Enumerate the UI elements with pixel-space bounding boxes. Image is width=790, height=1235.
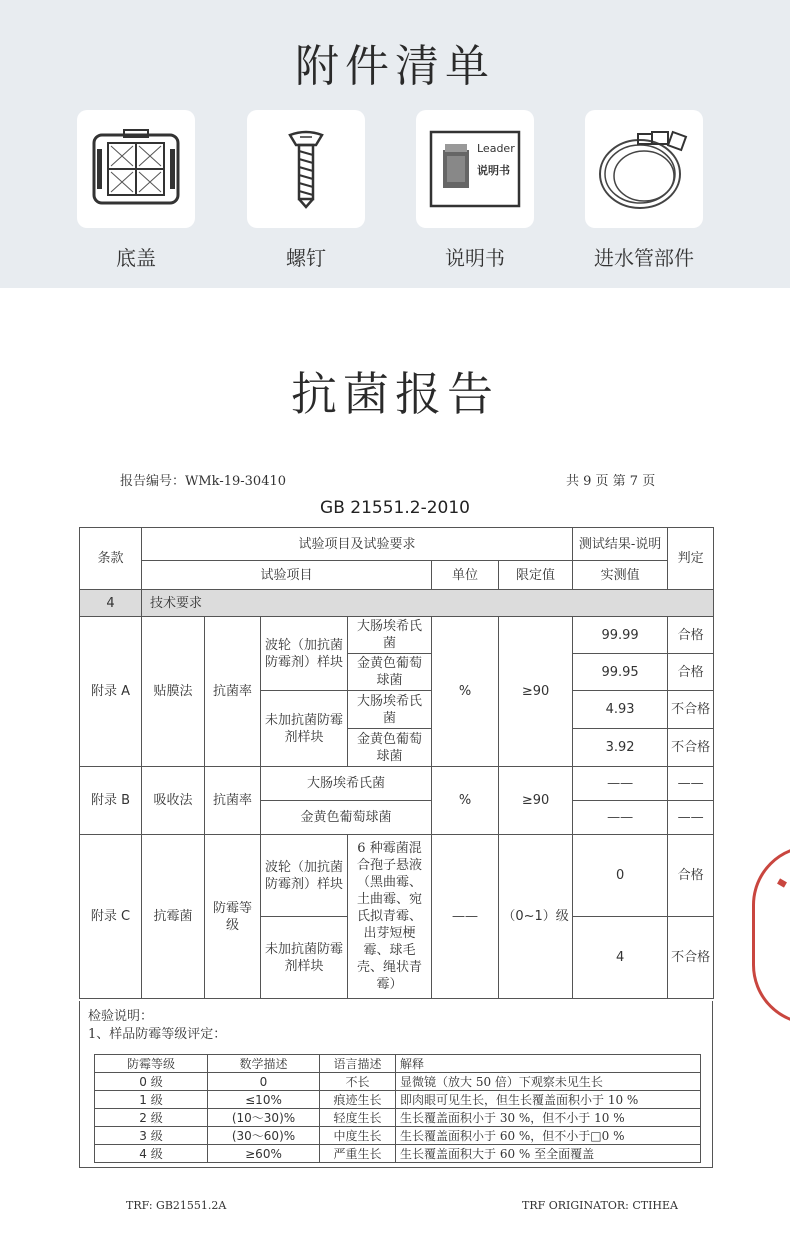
grade-explain: 即肉眼可见生长，但生长覆盖面积小于 10 %: [396, 1091, 701, 1109]
appendix-b-limit: ≥90: [499, 767, 573, 835]
unit-header: 单位: [432, 561, 499, 590]
appendix-c-organism: 6 种霉菌混合孢子悬液（黑曲霉、土曲霉、宛氏拟青霉、出芽短梗霉、球毛壳、绳状青霉）: [348, 835, 432, 999]
grade-level: 4 级: [95, 1145, 208, 1163]
verdict-cell: 合格: [668, 654, 714, 691]
accessory-item-base-cover: [77, 110, 195, 271]
appendix-a-treated: 波轮（加抗菌防霉剂）样块: [261, 617, 348, 691]
accessory-card: [585, 110, 703, 228]
standard-number: GB 21551.2-2010: [320, 498, 470, 518]
appendix-b-property: 抗菌率: [205, 767, 261, 835]
organism-cell: 大肠埃希氏菌: [348, 691, 432, 729]
grade-header: 解释: [396, 1055, 701, 1073]
grade-row: [95, 1073, 701, 1091]
appendix-a-property: 抗菌率: [205, 617, 261, 767]
inlet-hose-icon: [594, 124, 694, 214]
verdict-cell: 不合格: [668, 729, 714, 767]
footer-trf: TRF: GB21551.2A: [126, 1199, 227, 1212]
appendix-a-unit: %: [432, 617, 499, 767]
grade-level: 3 级: [95, 1127, 208, 1145]
measured-value: 4: [573, 917, 668, 999]
grade-header: 防霉等级: [95, 1055, 208, 1073]
measured-value: ——: [573, 801, 668, 835]
section-name: 技术要求: [142, 590, 714, 617]
table-row: [80, 835, 714, 917]
report-number: 报告编号：WMk-19-30410: [120, 474, 287, 489]
result-desc-header: 测试结果-说明: [573, 528, 668, 561]
organism-cell: 金黄色葡萄球菌: [261, 801, 432, 835]
accessory-item-screw: [247, 110, 365, 271]
test-results-table: [79, 527, 714, 999]
accessory-item-inlet-hose: [585, 110, 703, 271]
accessory-card: [416, 110, 534, 228]
report-title: 抗菌报告: [291, 367, 499, 421]
manual-icon: [429, 130, 521, 208]
organism-cell: 金黄色葡萄球菌: [348, 729, 432, 767]
grade-math: 0: [208, 1073, 320, 1091]
appendix-a-method: 贴膜法: [142, 617, 205, 767]
measured-value: 99.95: [573, 654, 668, 691]
appendix-b-method: 吸收法: [142, 767, 205, 835]
accessory-card: [247, 110, 365, 228]
appendix-a-label: 附录 A: [80, 617, 142, 767]
measured-value: ——: [573, 767, 668, 801]
accessory-label: 说明书: [445, 246, 505, 270]
grade-explain: 生长覆盖面积小于 30 %，但不小于 10 %: [396, 1109, 701, 1127]
manual-brand: Leader: [477, 142, 515, 155]
appendix-a-untreated: 未加抗菌防霉剂样块: [261, 691, 348, 767]
appendix-c-property: 防霉等级: [205, 835, 261, 999]
accessories-title: 附件清单: [295, 41, 495, 92]
grade-desc: 轻度生长: [320, 1109, 396, 1127]
notes-heading: 检验说明：: [88, 1009, 154, 1024]
official-stamp: [752, 845, 790, 1025]
organism-cell: 大肠埃希氏菌: [348, 617, 432, 654]
accessory-label: 进水管部件: [594, 246, 694, 270]
grade-level: 0 级: [95, 1073, 208, 1091]
accessory-label: 螺钉: [286, 246, 326, 270]
verdict-header: 判定: [668, 528, 714, 590]
manual-book-text: 说明书: [477, 164, 510, 177]
header-row: [80, 528, 714, 561]
appendix-c-limit: （0~1）级: [499, 835, 573, 999]
grade-level: 2 级: [95, 1109, 208, 1127]
base-cover-icon: [88, 129, 184, 209]
grade-desc: 严重生长: [320, 1145, 396, 1163]
grade-explain: 显微镜（放大 50 倍）下观察未见生长: [396, 1073, 701, 1091]
accessory-card: [77, 110, 195, 228]
page-info: 共 9 页 第 7 页: [566, 474, 656, 489]
appendix-c-treated: 波轮（加抗菌防霉剂）样块: [261, 835, 348, 917]
measured-value: 0: [573, 835, 668, 917]
grade-row: [95, 1091, 701, 1109]
grade-math: (30～60)%: [208, 1127, 320, 1145]
screw-icon: [286, 129, 326, 209]
mold-grade-table: [94, 1054, 701, 1163]
notes-item-1: 1、样品防霉等级评定：: [88, 1027, 227, 1042]
section-row: [80, 590, 714, 617]
grade-header: 数学描述: [208, 1055, 320, 1073]
grade-explain: 生长覆盖面积小于 60 %，但不小于□0 %: [396, 1127, 701, 1145]
verdict-cell: 不合格: [668, 691, 714, 729]
section-number: 4: [80, 590, 142, 617]
grade-header: 语言描述: [320, 1055, 396, 1073]
appendix-c-method: 抗霉菌: [142, 835, 205, 999]
items-req-header: 试验项目及试验要求: [142, 528, 573, 561]
verdict-cell: 合格: [668, 835, 714, 917]
grade-row: [95, 1145, 701, 1163]
table-row: [80, 617, 714, 654]
table-row: [80, 767, 714, 801]
appendix-a-limit: ≥90: [499, 617, 573, 767]
grade-math: (10～30)%: [208, 1109, 320, 1127]
accessory-label: 底盖: [116, 246, 156, 270]
clause-header: 条款: [80, 528, 142, 590]
verdict-cell: ——: [668, 767, 714, 801]
verdict-cell: ——: [668, 801, 714, 835]
accessories-section: [0, 0, 790, 288]
grade-row: [95, 1109, 701, 1127]
measured-value: 4.93: [573, 691, 668, 729]
organism-cell: 金黄色葡萄球菌: [348, 654, 432, 691]
organism-cell: 大肠埃希氏菌: [261, 767, 432, 801]
grade-level: 1 级: [95, 1091, 208, 1109]
verdict-cell: 合格: [668, 617, 714, 654]
grade-row: [95, 1127, 701, 1145]
test-item-header: 试验项目: [142, 561, 432, 590]
appendix-b-unit: %: [432, 767, 499, 835]
measured-header: 实测值: [573, 561, 668, 590]
limit-header: 限定值: [499, 561, 573, 590]
appendix-c-untreated: 未加抗菌防霉剂样块: [261, 917, 348, 999]
footer-originator: TRF ORIGINATOR: CTIHEA: [522, 1199, 678, 1212]
grade-desc: 痕迹生长: [320, 1091, 396, 1109]
grade-header-row: [95, 1055, 701, 1073]
grade-desc: 中度生长: [320, 1127, 396, 1145]
measured-value: 99.99: [573, 617, 668, 654]
verdict-cell: 不合格: [668, 917, 714, 999]
appendix-c-unit: ——: [432, 835, 499, 999]
measured-value: 3.92: [573, 729, 668, 767]
inspection-notes: [79, 1001, 713, 1168]
grade-math: ≤10%: [208, 1091, 320, 1109]
accessory-item-manual: [416, 110, 534, 271]
grade-desc: 不长: [320, 1073, 396, 1091]
grade-math: ≥60%: [208, 1145, 320, 1163]
appendix-b-label: 附录 B: [80, 767, 142, 835]
appendix-c-label: 附录 C: [80, 835, 142, 999]
grade-explain: 生长覆盖面积大于 60 % 至全面覆盖: [396, 1145, 701, 1163]
subheader-row: [80, 561, 714, 590]
